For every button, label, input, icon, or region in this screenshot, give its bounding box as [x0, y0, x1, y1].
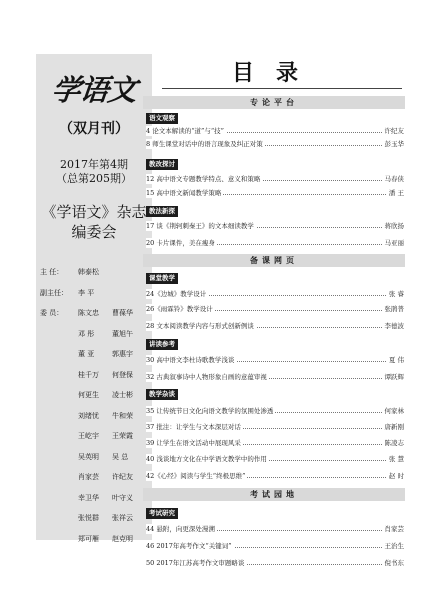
member-name: 赵克明: [112, 534, 133, 543]
toc-entry[interactable]: 17 谈《荆轲刺秦王》的文本细读教学 蒋欣扬: [146, 222, 404, 230]
toc-entry[interactable]: 4 论文本解读的“道”与“技” 许纪友: [146, 127, 404, 135]
toc-entry[interactable]: 26《雨霖铃》教学设计 张鹃普: [146, 305, 404, 313]
member-name: 陈文忠: [78, 309, 99, 317]
issue-number: [36, 158, 152, 186]
member-name: 张悦群: [78, 514, 99, 522]
member-name: 郭惠宇: [112, 350, 133, 358]
toc-entry[interactable]: 32 古典叙事诗中人物形象自画的意蕴审视 谭跃辉: [146, 373, 404, 381]
toc-entry[interactable]: 15 高中语文新闻教学策略 潘 王: [146, 189, 404, 197]
toc-entry[interactable]: 40 浅谈地方文化在中学语文教学中的作用 张 慧: [146, 455, 404, 463]
member-name: 李 平: [78, 288, 95, 297]
member-name: 董 亚: [78, 350, 95, 358]
member-name: 张祥云: [112, 514, 133, 522]
category-badge: 课堂教学: [146, 273, 178, 284]
member-name: 幸卫华: [78, 493, 99, 502]
toc-entry[interactable]: 8 师生课堂对话中的语言现象及纠正对策 彭玉华: [146, 140, 404, 148]
committee-line: 《学语文》杂志: [41, 203, 147, 221]
member-name: 吴英明: [78, 452, 99, 461]
member-name: 刘绪忧: [78, 411, 99, 420]
section-header: 考试园地: [143, 488, 405, 501]
toc-entry[interactable]: 39 让学生在语文活动中展现风采 陈凌志: [146, 439, 404, 447]
toc-entry[interactable]: 37 批注：让学生与文本深层对话 唐新刚: [146, 423, 404, 431]
magazine-logo: 学语文: [50, 73, 138, 107]
total-issue-line: （总第205期）: [56, 172, 132, 185]
member-name: 董旭午: [112, 329, 133, 338]
member-name: 牛和荣: [112, 411, 133, 420]
category-badge: 教改探讨: [146, 159, 178, 170]
title-divider: [162, 88, 402, 89]
toc-entry[interactable]: 30 高中语文李杜诗歌教学浅谈 夏 伟: [146, 356, 404, 364]
toc-entry[interactable]: 46 2017年高考作文“关键词” 王治生: [146, 542, 404, 550]
member-name: 邓 彤: [78, 329, 95, 338]
committee-line: 编委会: [71, 223, 117, 241]
member-name: 韩泰松: [78, 268, 99, 276]
member-name: 肖家芸: [78, 473, 99, 481]
member-name: 凌士彬: [112, 391, 133, 399]
member-name: 吴 总: [112, 452, 129, 461]
member-name: 何登保: [112, 370, 133, 379]
member-role: 主 任：: [40, 268, 64, 276]
toc-entry[interactable]: 12 高中语文专题教学特点、意义和策略 马春侠: [146, 175, 404, 183]
member-name: 叶守义: [112, 493, 133, 502]
category-badge: 教法新探: [146, 206, 178, 217]
category-badge: 教学杂谈: [146, 389, 178, 400]
section-header: 专论平台: [143, 96, 405, 109]
editorial-committee-title: [36, 202, 152, 242]
toc-entry[interactable]: 20 卡片课件，美在瘦身 马亚丽: [146, 239, 404, 247]
member-name: 王屹宇: [78, 432, 99, 440]
category-badge: 语文观察: [146, 113, 178, 124]
member-name: 许纪友: [112, 473, 133, 481]
page-title: 目录: [232, 60, 321, 86]
member-name: 曹葆华: [112, 309, 133, 317]
publication-frequency: （双月刊）: [59, 121, 129, 137]
issue-line: 2017年第4期: [60, 158, 128, 171]
toc-entry[interactable]: 50 2017年江苏高考作文审题略谈 倪书东: [146, 559, 404, 567]
member-name: 郑可雁: [78, 534, 99, 543]
section-header: 备课网页: [143, 254, 405, 267]
toc-entry[interactable]: 35 让传统节日文化向语文教学的氛围处渗透 何家林: [146, 407, 404, 415]
member-name: 何更生: [78, 391, 99, 399]
member-name: 王荣霞: [112, 432, 133, 440]
member-name: 桂千万: [78, 370, 99, 379]
member-role: 副主任：: [40, 288, 68, 297]
category-badge: 讲读参考: [146, 339, 178, 350]
category-badge: 考试研究: [146, 508, 178, 519]
member-role: 委 员：: [40, 309, 64, 317]
toc-entry[interactable]: 28 文本阅读教学内容与形式创新例谈 李德波: [146, 322, 404, 330]
toc-entry[interactable]: 24《边城》教学设计 张 睿: [146, 290, 404, 298]
toc-entry[interactable]: 42《心经》阅读与学生“终极思维” 赵 时: [146, 472, 404, 480]
toc-entry[interactable]: 44 悬附，向更深处漫溯 肖家芸: [146, 525, 404, 533]
masthead-sidebar: [36, 54, 152, 543]
